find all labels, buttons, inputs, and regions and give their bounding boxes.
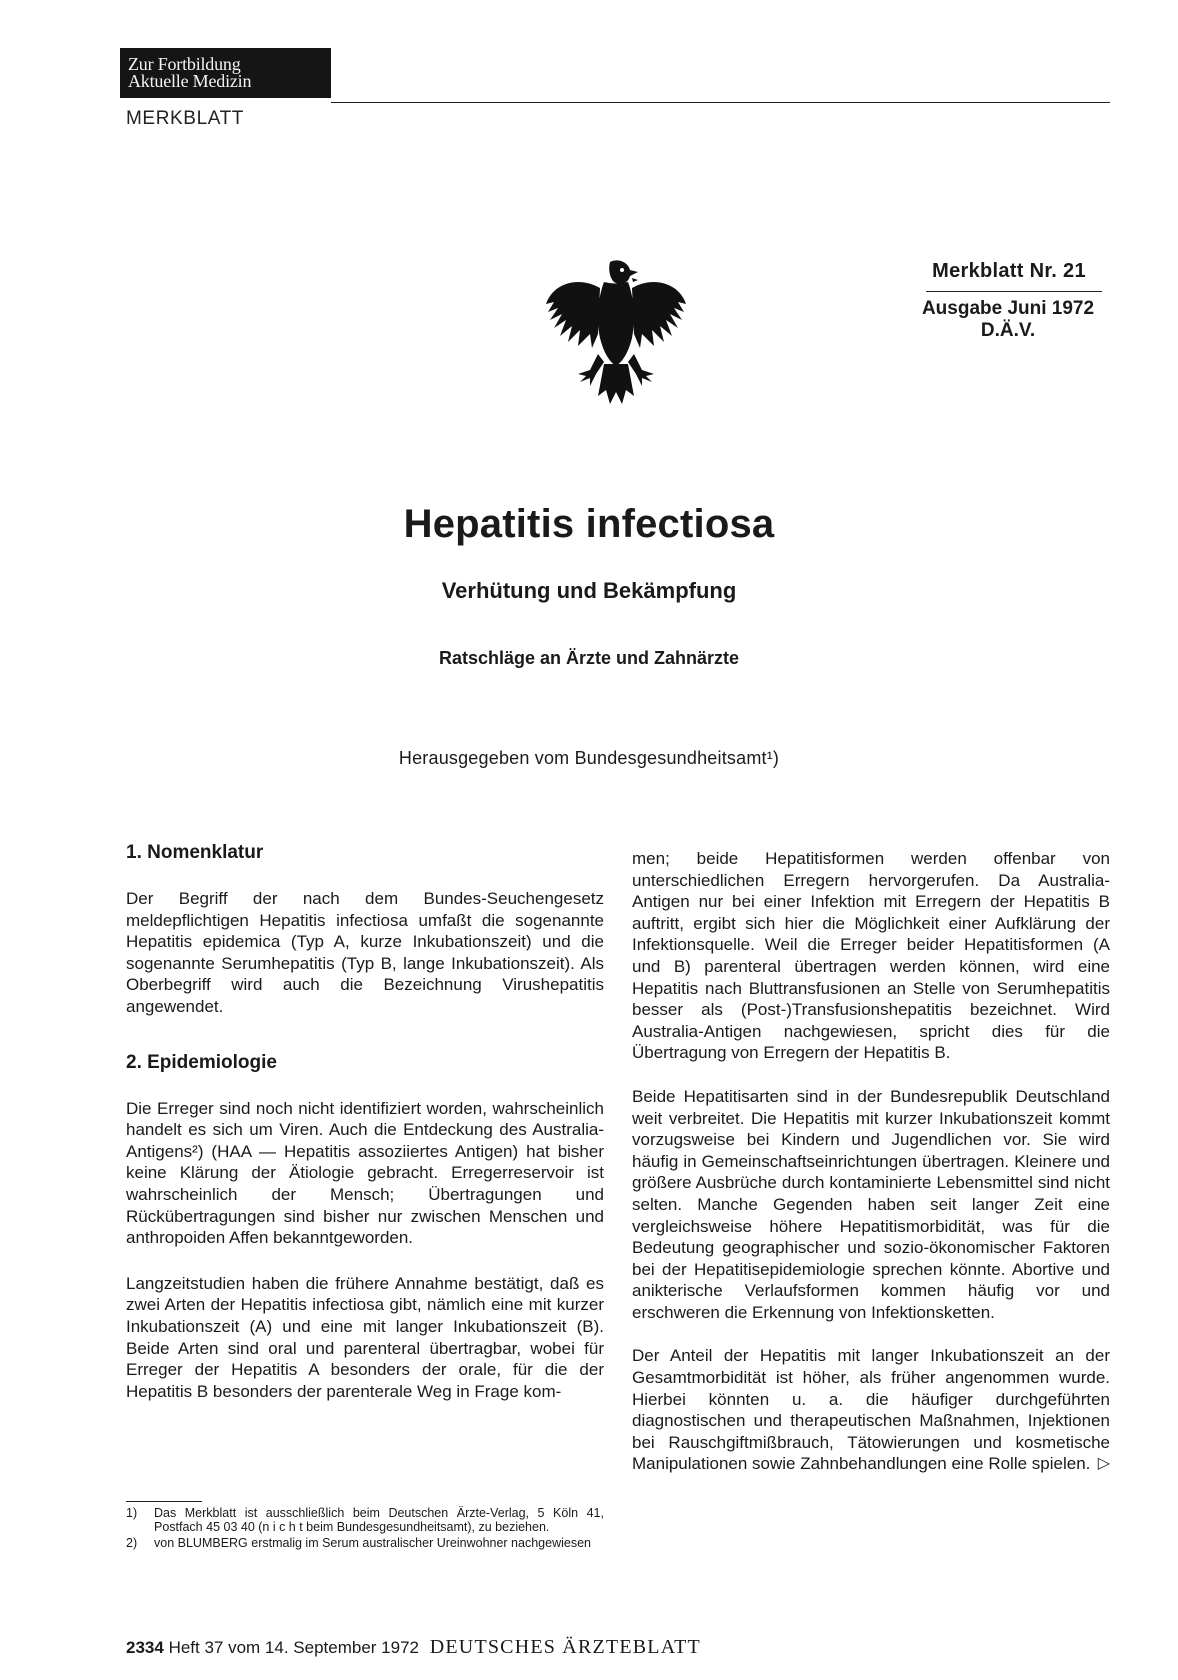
issue-info: Heft 37 vom 14. September 1972 — [168, 1638, 419, 1657]
footnote-number: 2) — [126, 1536, 138, 1550]
badge-line-2: Aktuelle Medizin — [128, 71, 252, 91]
paragraph-erreger: Die Erreger sind noch nicht identifiziert worden, wahrscheinlich handelt es sich um Viren. Auch die Entdeckung des Australia-Antigens²) (HAA — Hepatitis assoziiertes Antigen) hat bisher keine Klärung der Ätiologie gebracht. Erregerreservoir ist wahrscheinlich der Mensch; Übertragungen und Rückübertragungen sind bisher nur zwischen Menschen und anthropoiden Affen bekanntgeworden. — [126, 1098, 604, 1248]
merkblatt-publisher: D.Ä.V. — [980, 320, 1036, 341]
header-rule — [331, 102, 1110, 103]
paragraph-nomenklatur: Der Begriff der nach dem Bundes-Seuchengesetz meldepflichtigen Hepatitis infectiosa umfaßt die sogenannte Hepatitis epidemica (Typ A, kurze Inkubationszeit) und die sogenannte Serumhepatitis (Typ B, lange Inkubationszeit). Als Oberbegriff wird auch die Bezeichnung Virushepatitis angewendet. — [126, 889, 604, 1016]
right-column — [632, 848, 1110, 1475]
merkblatt-rule — [926, 291, 1102, 292]
paragraph-langzeitstudien: Langzeitstudien haben die frühere Annahme bestätigt, daß es zwei Arten der Hepatitis infectiosa gibt, nämlich eine mit kurzer Inkubationszeit (A) und eine mit langer Inkubationszeit (B). Beide Arten sind oral und parenteral übertragbar, wobei für Erreger der Hepatitis A besonders der orale, für die der Hepatitis B besonders der parenterale Weg in Frage kom- — [126, 1273, 604, 1401]
section-heading-nomenklatur: 1. Nomenklatur — [126, 842, 264, 863]
page-title: Hepatitis infectiosa — [403, 502, 775, 546]
section-label: MERKBLATT — [126, 108, 245, 129]
journal-name: DEUTSCHES ÄRZTEBLATT — [429, 1636, 701, 1658]
page-subsubtitle: Ratschläge an Ärzte und Zahnärzte — [438, 648, 740, 668]
page-subtitle: Verhütung und Bekämpfung — [441, 578, 737, 603]
publisher-note: Herausgegeben vom Bundesgesundheitsamt¹) — [398, 748, 780, 768]
left-column — [126, 842, 604, 1402]
footnotes — [126, 1506, 604, 1552]
federal-eagle-icon — [534, 258, 698, 410]
footnote-text: Das Merkblatt ist ausschließlich beim Deutschen Ärzte-Verlag, 5 Köln 41, Postfach 45 03 40 (n i c h t beim Bundesgesundheitsamt), zu beziehen. — [154, 1506, 604, 1534]
footnote — [126, 1506, 604, 1534]
badge-line-1: Zur Fortbildung — [128, 54, 241, 74]
paragraph-anteil-text: Der Anteil der Hepatitis mit langer Inkubationszeit an der Gesamtmorbidität ist höher, als früher angenommen wurde. Hierbei könnten u. a. die häufiger durchgeführten diagnostischen und therapeutischen Maßnahmen, Injektionen bei Rauschgiftmißbrauch, Tätowierungen und kosmetische Manipulationen sowie Zahnbehandlungen eine Rolle spielen. — [632, 1346, 1110, 1474]
paragraph-anteil — [632, 1345, 1110, 1475]
merkblatt-issue: Ausgabe Juni 1972 — [921, 298, 1095, 319]
page-footer — [126, 1636, 701, 1659]
footnote — [126, 1536, 604, 1550]
section-heading-epidemiologie: 2. Epidemiologie — [126, 1051, 277, 1073]
footnote-number: 1) — [126, 1506, 138, 1520]
page-number: 2334 — [126, 1638, 164, 1657]
section-badge — [120, 48, 331, 98]
footnote-text: von BLUMBERG erstmalig im Serum australischer Ureinwohner nachgewiesen — [154, 1536, 591, 1550]
continue-arrow-icon: ▷ — [1097, 1455, 1110, 1473]
paragraph-continued: men; beide Hepatitisformen werden offenbar von unterschiedlichen Erregern hervorgerufen. Da Australia-Antigen nur bei einer Infektion mit Erregern der Hepatitis B auftritt, ergibt sich hier die Möglichkeit einer Aufklärung der Infektionsquelle. Weil die Erreger beider Hepatitisformen (A und B) parenteral übertragen werden können, wird eine Hepatitis nach Bluttransfusionen an Stelle von Serumhepatitis besser als (Post-)Transfusionshepatitis bezeichnet. Wird Australia-Antigen nachgewiesen, spricht dies für die Übertragung von Erregern der Hepatitis B. — [632, 849, 1110, 1063]
merkblatt-number: Merkblatt Nr. 21 — [932, 260, 1086, 282]
footnote-rule — [126, 1501, 202, 1502]
paragraph-verbreitung: Beide Hepatitisarten sind in der Bundesrepublik Deutschland weit verbreitet. Die Hepatitis mit kurzer Inkubationszeit kommt vorzugsweise bei Kindern und Jugendlichen vor. Sie wird häufig in Gemeinschaftseinrichtungen übertragen. Kleinere und größere Ausbrüche durch kontaminierte Lebensmittel sind nicht selten. Manche Gegenden haben seit langer Zeit eine vergleichsweise höhere Hepatitismorbidität, was für die Bedeutung geographischer und sozio-ökonomischer Faktoren bei der Hepatitisepidemiologie sprechen könnte. Abortive und anikterische Verlaufsformen kommen häufig vor und erschweren die Erkennung von Infektionsketten. — [632, 1086, 1110, 1322]
